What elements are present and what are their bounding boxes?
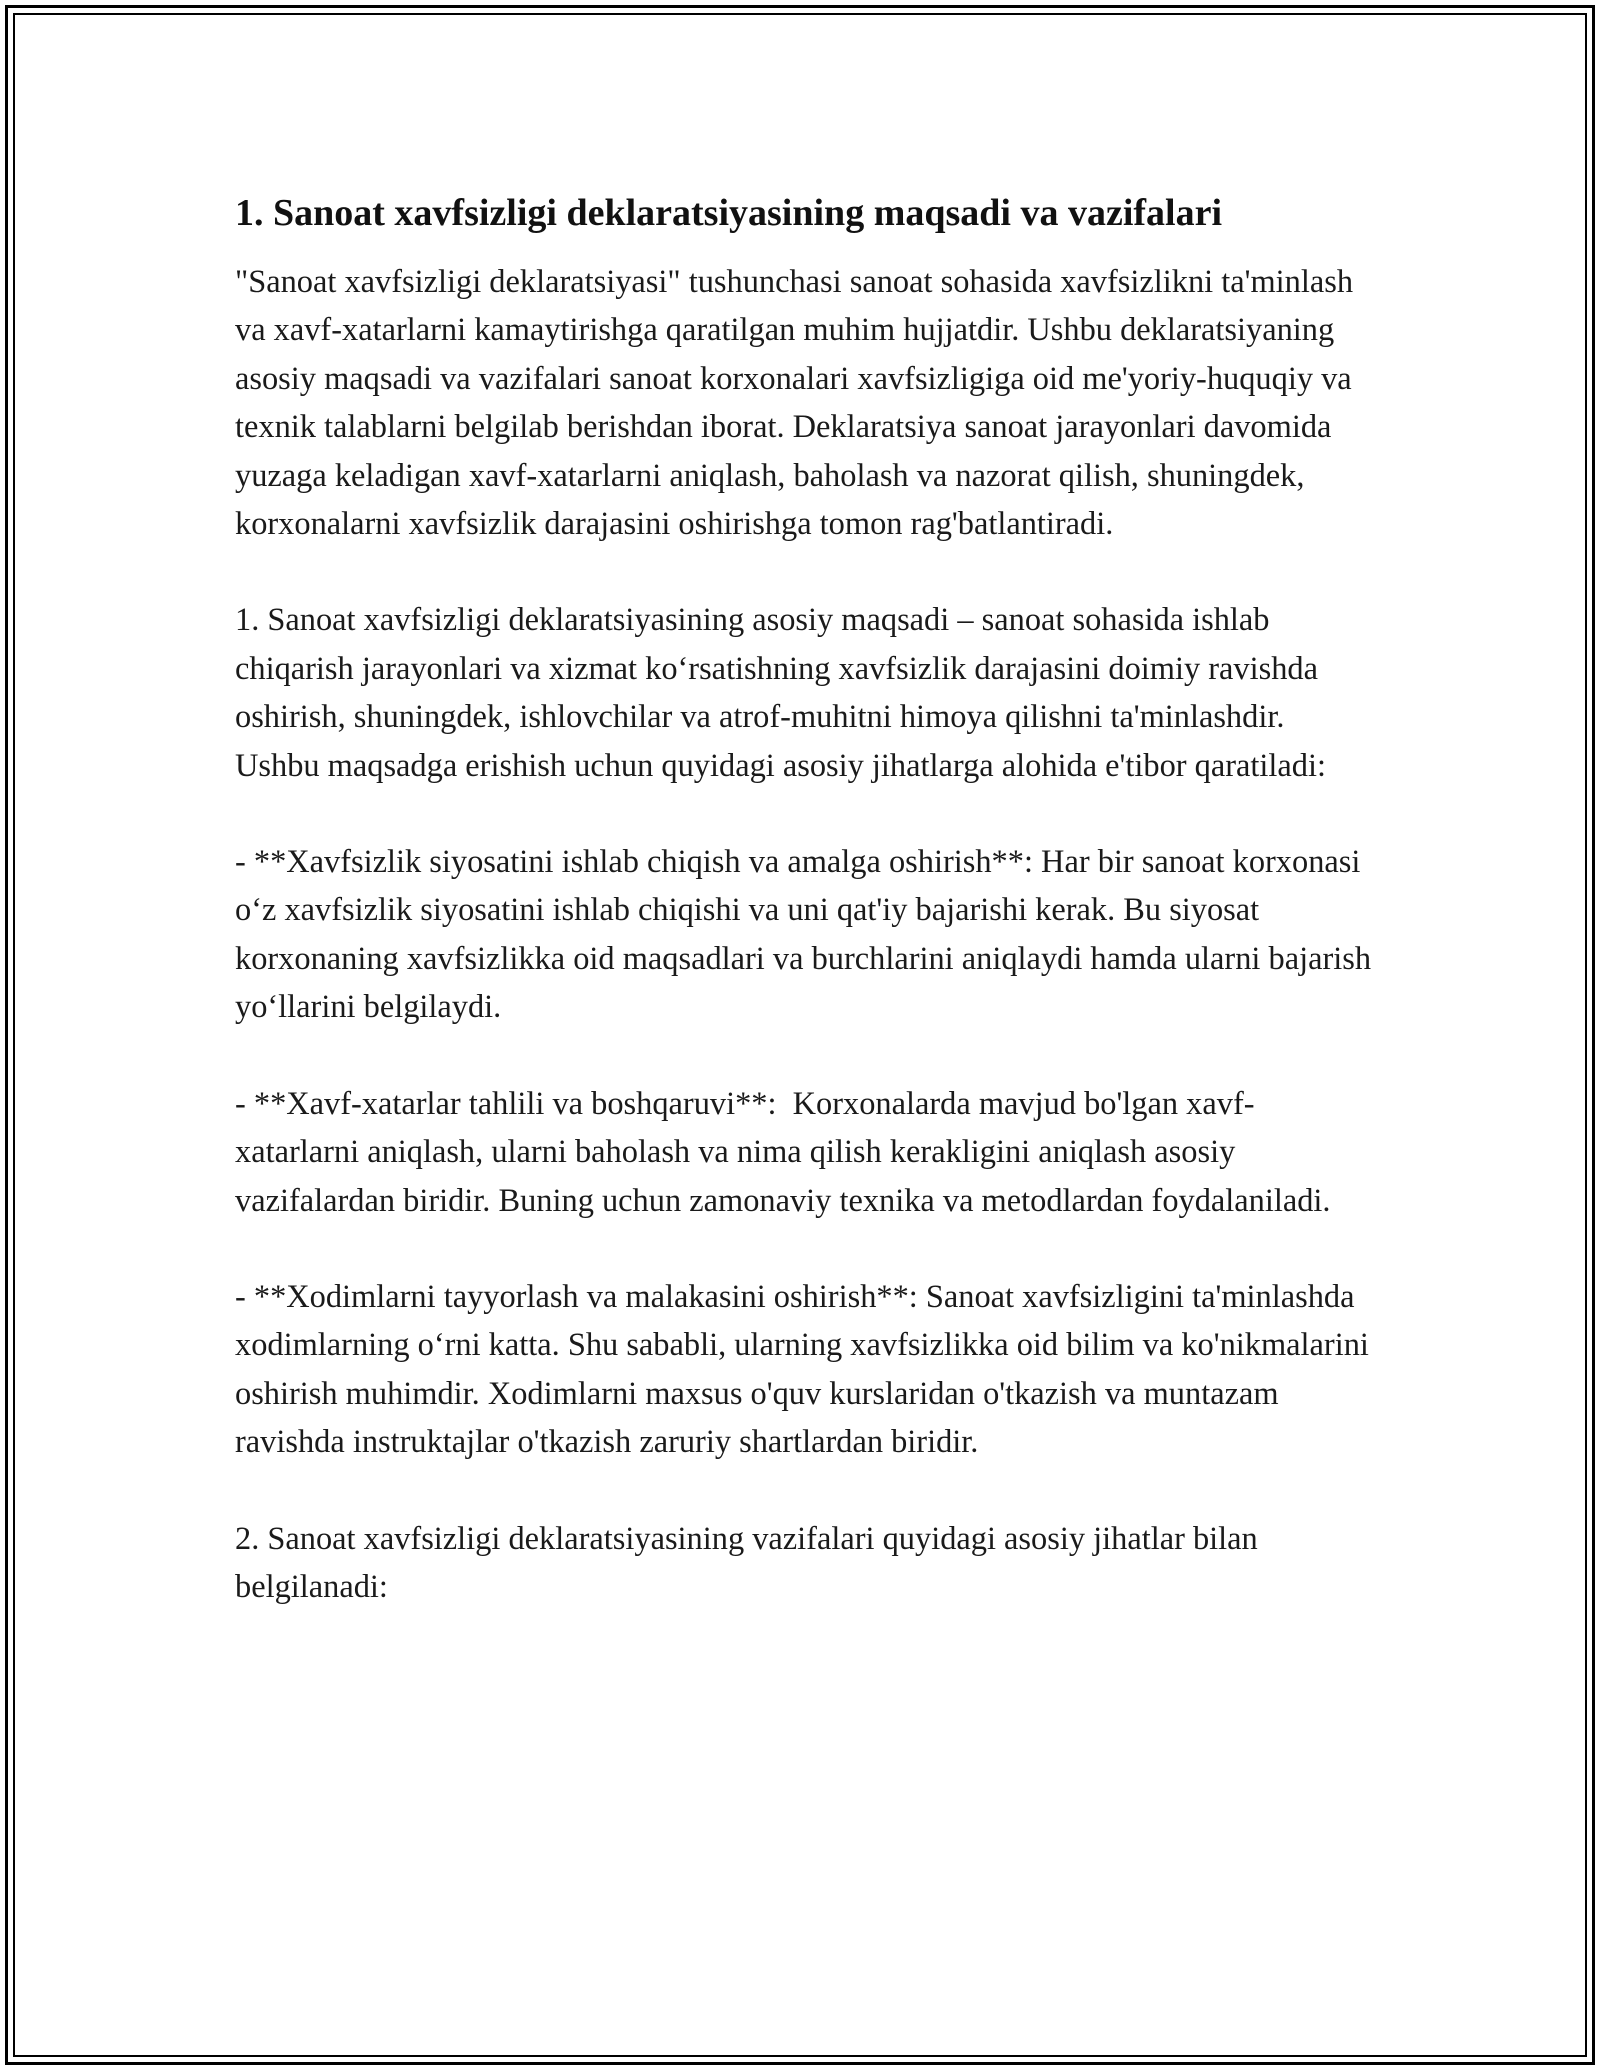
bullet-staff-training: - **Xodimlarni tayyorlash va malakasini oshirish**: Sanoat xavfsizligini ta'minlashda xodimlarning oʻrni katta. Shu sababli, ularning xavfsizlikka oid bilim va ko'nikmalarini oshirish muhimdir. Xodimlarni maxsus o'quv kurslaridan o'tkazish va muntazam ravishda instruktajlar o'tkazish zaruriy shartlardan biridir. xyxy=(235,1278,1378,1461)
intro-paragraph: "Sanoat xavfsizligi deklaratsiyasi" tushunchasi sanoat sohasida xavfsizlikni ta'minlash va xavf-xatarlarni kamaytirishga qaratilgan muhim hujjatdir. Ushbu deklaratsiyaning asosiy maqsadi va vazifalari sanoat korxonalari xavfsizligiga oid me'yoriy-huquqiy va texnik talablarni belgilab berishdan iborat. Deklaratsiya sanoat jarayonlari davomida yuzaga keladigan xavf-xatarlarni aniqlash, baholash va nazorat qilish, shuningdek, korxonalarni xavfsizlik darajasini oshirishga tomon rag'batlantiradi. xyxy=(235,264,1362,543)
bullet-risk-analysis: - **Xavf-xatarlar tahlili va boshqaruvi**: Korxonalarda mavjud bo'lgan xavf-xatarlarni aniqlash, ularni baholash va nima qilish kerakligini aniqlash asosiy vazifalardan biridir. Buning uchun zamonaviy texnika va metodlardan foydalaniladi. xyxy=(235,1085,1331,1219)
goal-paragraph: 1. Sanoat xavfsizligi deklaratsiyasining asosiy maqsadi – sanoat sohasida ishlab chiqarish jarayonlari va xizmat koʻrsatishning xavfsizlik darajasini doimiy ravishda oshirish, shuningdek, ishlovchilar va atrof-muhitni himoya qilishni ta'minlashdir. Ushbu maqsadga erishish uchun quyidagi asosiy jihatlarga alohida e'tibor qaratiladi: xyxy=(235,602,1327,784)
section-heading: 1. Sanoat xavfsizligi deklaratsiyasining maqsadi va vazifalari xyxy=(235,192,1223,234)
tasks-paragraph: 2. Sanoat xavfsizligi deklaratsiyasining vazifalari quyidagi asosiy jihatlar bilan belgilanadi: xyxy=(235,1520,1266,1605)
bullet-safety-policy: - **Xavfsizlik siyosatini ishlab chiqish va amalga oshirish**: Har bir sanoat korxonasi oʻz xavfsizlik siyosatini ishlab chiqishi va uni qat'iy bajarishi kerak. Bu siyosat korxonaning xavfsizlikka oid maqsadlari va burchlarini aniqlaydi hamda ularni bajarish yoʻllarini belgilaydi. xyxy=(235,844,1380,1026)
document-body xyxy=(235,188,1380,1611)
